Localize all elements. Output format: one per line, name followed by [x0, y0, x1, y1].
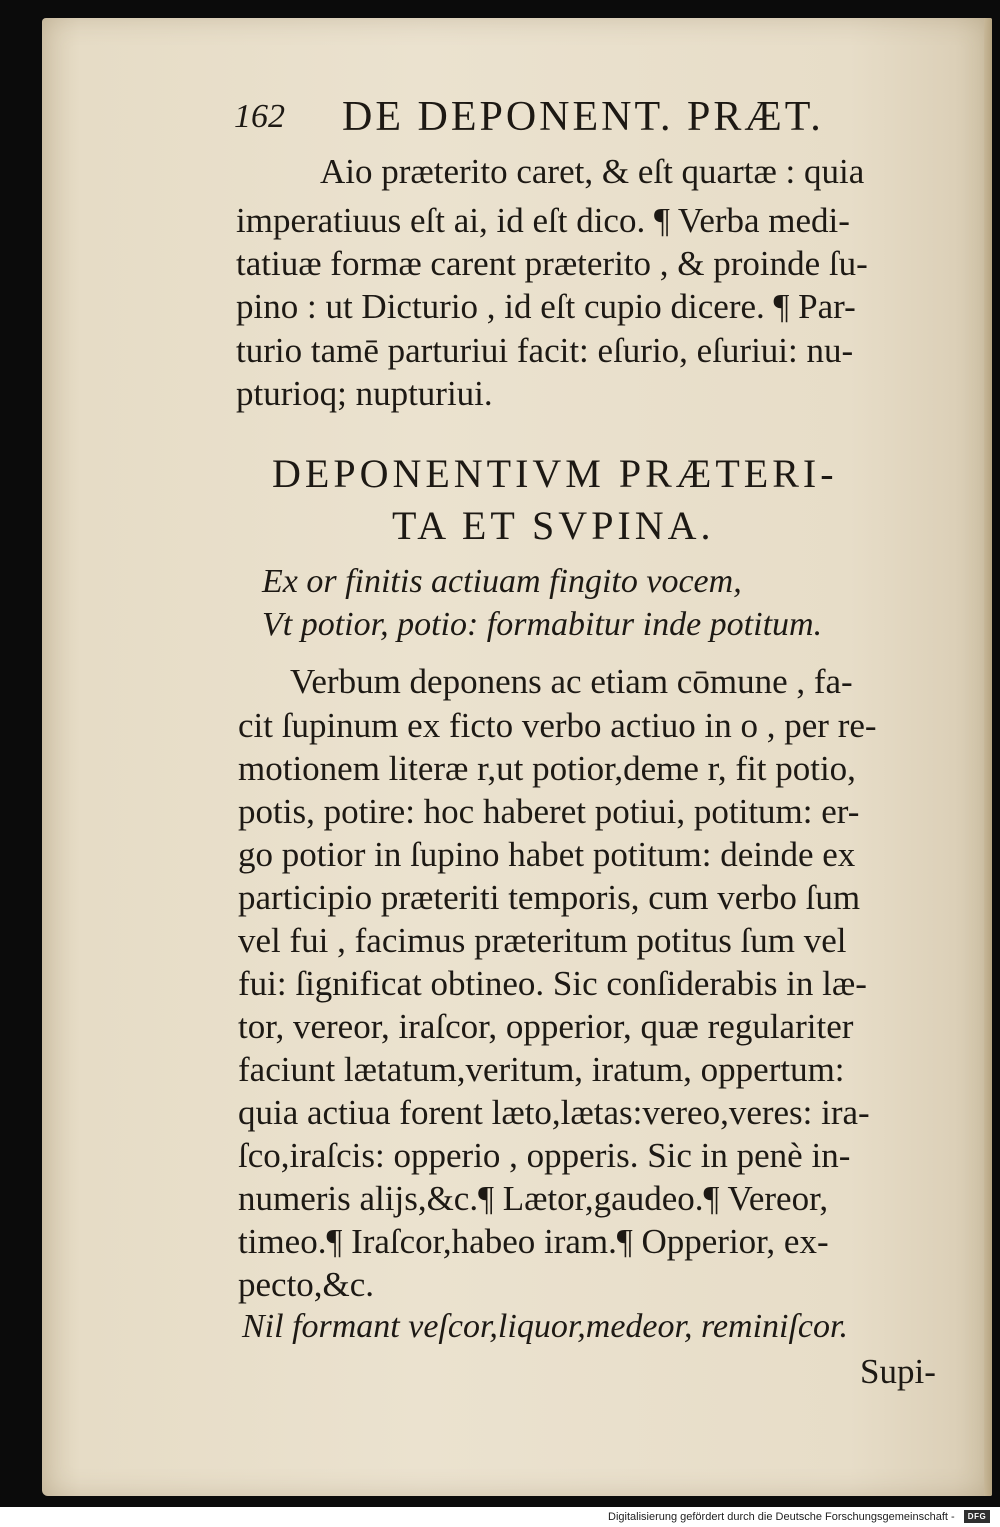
paragraph-2-line: Verbum deponens ac etiam cōmune , fa-	[290, 662, 853, 701]
running-title: DE DEPONENT. PRÆT.	[342, 94, 824, 140]
book-page	[42, 18, 992, 1496]
dfg-logo: DFG	[964, 1510, 990, 1523]
paragraph-1-line: Aio præterito caret, & eſt quartæ : quia	[320, 152, 865, 191]
paragraph-2-line: ſco,iraſcis: opperio , opperis. Sic in penè in-	[238, 1136, 851, 1175]
section-heading-line: DEPONENTIVM PRÆTERI-	[272, 451, 838, 496]
paragraph-1-line: imperatiuus eſt ai, id eſt dico. ¶ Verba medi-	[236, 201, 850, 240]
paragraph-2-line: motionem literæ r,ut potior,deme r, fit potio,	[238, 749, 856, 788]
section-heading-line: TA ET SVPINA.	[392, 503, 715, 548]
digitization-credit: Digitalisierung gefördert durch die Deutsche Forschungsgemeinschaft -	[608, 1511, 955, 1523]
page-number: 162	[234, 98, 285, 135]
closing-verse: Nil formant veſcor,liquor,medeor, reminiſcor.	[242, 1308, 848, 1345]
paragraph-2-line: vel fui , facimus præteritum potitus ſum vel	[238, 921, 847, 960]
paragraph-1-line: tatiuæ formæ carent præterito , & proinde ſu-	[236, 244, 868, 283]
paragraph-2-line: potis, potire: hoc haberet potiui, potitum: er-	[238, 792, 860, 831]
catchword: Supi-	[860, 1352, 936, 1391]
paragraph-2-line: tor, vereor, iraſcor, opperior, quæ regulariter	[238, 1007, 854, 1046]
verse-line: Ex or finitis actiuam fingito vocem,	[262, 563, 742, 600]
paragraph-2-line: participio præteriti temporis, cum verbo ſum	[238, 878, 861, 917]
paragraph-1-line: pino : ut Dicturio , id eſt cupio dicere. ¶ Par-	[236, 287, 856, 326]
paragraph-1-line: pturioq; nupturiui.	[236, 374, 493, 413]
paragraph-2-line: pecto,&c.	[238, 1265, 375, 1304]
paragraph-2-line: timeo.¶ Iraſcor,habeo iram.¶ Opperior, ex-	[238, 1222, 829, 1261]
paragraph-2-line: numeris alijs,&c.¶ Lætor,gaudeo.¶ Vereor,	[238, 1179, 829, 1218]
page-edge	[984, 18, 992, 1496]
paragraph-2-line: fui: ſignificat obtineo. Sic conſiderabis in læ-	[238, 964, 867, 1003]
paragraph-1-line: turio tamē parturiui facit: eſurio, eſuriui: nu-	[236, 331, 854, 370]
paragraph-2-line: cit ſupinum ex ficto verbo actiuo in o , per re-	[238, 706, 877, 745]
verse-line: Vt potior, potio: formabitur inde potitum.	[262, 606, 823, 643]
paragraph-2-line: quia actiua forent læto,lætas:vereo,veres: ira-	[238, 1093, 870, 1132]
paragraph-2-line: go potior in ſupino habet potitum: deinde ex	[238, 835, 856, 874]
paragraph-2-line: faciunt lætatum,veritum, iratum, oppertum:	[238, 1050, 845, 1089]
